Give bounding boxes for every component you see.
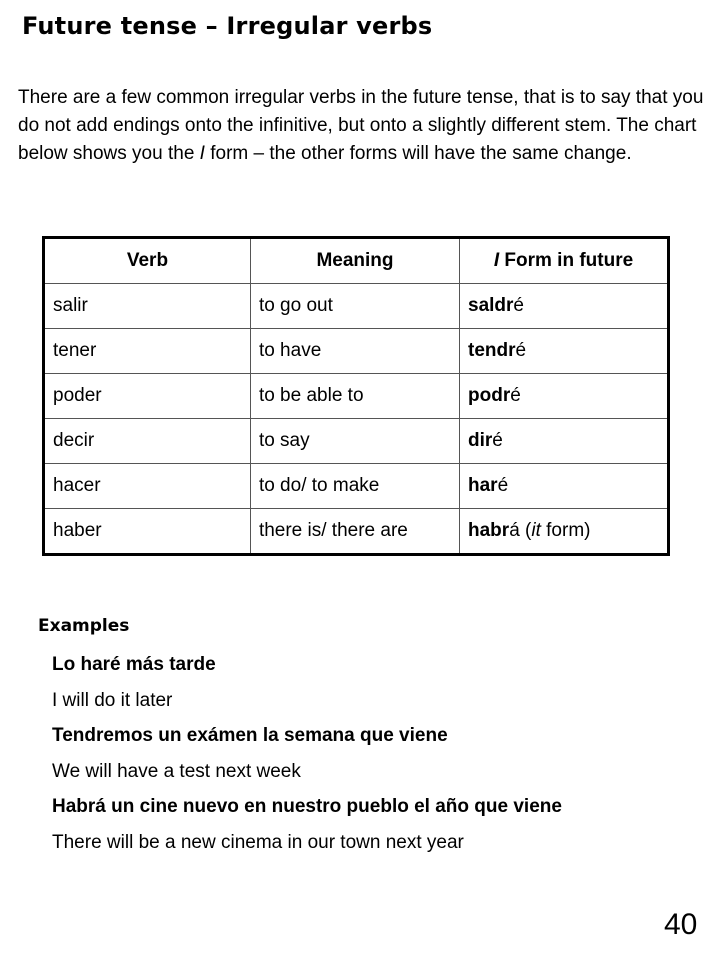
header-meaning: Meaning <box>250 238 459 284</box>
future-ending: é <box>513 295 524 316</box>
future-ending: é <box>497 475 509 496</box>
table-row <box>44 509 669 555</box>
verb-cell: decir <box>44 419 251 464</box>
header-form <box>460 238 669 284</box>
examples-heading: Examples <box>38 616 130 636</box>
future-form-cell <box>460 419 669 464</box>
examples-list <box>52 652 672 856</box>
table-row <box>44 374 669 419</box>
header-verb: Verb <box>44 238 251 284</box>
intro-text-part1: There are a few common irregular verbs in the future tense, that is to say that you do not add endings onto the infinitive, but onto a slightly different stem. The chart below shows you the <box>18 87 704 164</box>
page-number: 40 <box>664 908 698 941</box>
future-form-cell <box>460 374 669 419</box>
example-spanish: Lo haré más tarde <box>52 654 216 675</box>
irregular-verbs-table <box>42 236 670 556</box>
intro-text-part2: form – the other forms will have the same change. <box>204 143 632 164</box>
table-header-row <box>44 238 669 284</box>
verb-cell: haber <box>44 509 251 555</box>
future-form-cell <box>460 464 669 509</box>
future-stem: habr <box>468 520 510 541</box>
meaning-cell: to have <box>250 329 459 374</box>
future-stem: saldr <box>468 295 514 316</box>
header-form-rest: Form in future <box>499 250 634 271</box>
future-ending: é <box>510 385 521 406</box>
table-row <box>44 464 669 509</box>
example-spanish: Habrá un cine nuevo en nuestro pueblo el año que viene <box>52 796 562 817</box>
example-english: I will do it later <box>52 690 173 711</box>
future-stem: podr <box>468 385 511 406</box>
meaning-cell: there is/ there are <box>250 509 459 555</box>
future-stem: dir <box>468 430 493 451</box>
example-english: There will be a new cinema in our town next year <box>52 832 464 853</box>
verb-cell: tener <box>44 329 251 374</box>
table-row <box>44 329 669 374</box>
meaning-cell: to go out <box>250 284 459 329</box>
meaning-cell: to do/ to make <box>250 464 459 509</box>
future-form-cell <box>460 329 669 374</box>
table-row <box>44 419 669 464</box>
future-ending: é <box>515 340 527 361</box>
future-ending: á <box>509 520 520 541</box>
table-row <box>44 284 669 329</box>
header-form-i: I <box>493 250 500 271</box>
page-title: Future tense – Irregular verbs <box>22 12 433 40</box>
meaning-cell: to be able to <box>250 374 459 419</box>
future-form-cell <box>460 284 669 329</box>
note-it: it <box>531 520 541 541</box>
future-form-cell <box>460 509 669 555</box>
future-ending: é <box>492 430 503 451</box>
verb-cell: hacer <box>44 464 251 509</box>
example-english: We will have a test next week <box>52 761 301 782</box>
verb-cell: poder <box>44 374 251 419</box>
note-close: form) <box>540 520 591 541</box>
note-open: ( <box>519 520 532 541</box>
example-spanish: Tendremos un exámen la semana que viene <box>52 725 448 746</box>
future-stem: har <box>468 475 498 496</box>
intro-paragraph <box>18 84 714 168</box>
verb-cell: salir <box>44 284 251 329</box>
future-stem: tendr <box>468 340 516 361</box>
meaning-cell: to say <box>250 419 459 464</box>
intro-i-word: I <box>199 143 205 164</box>
